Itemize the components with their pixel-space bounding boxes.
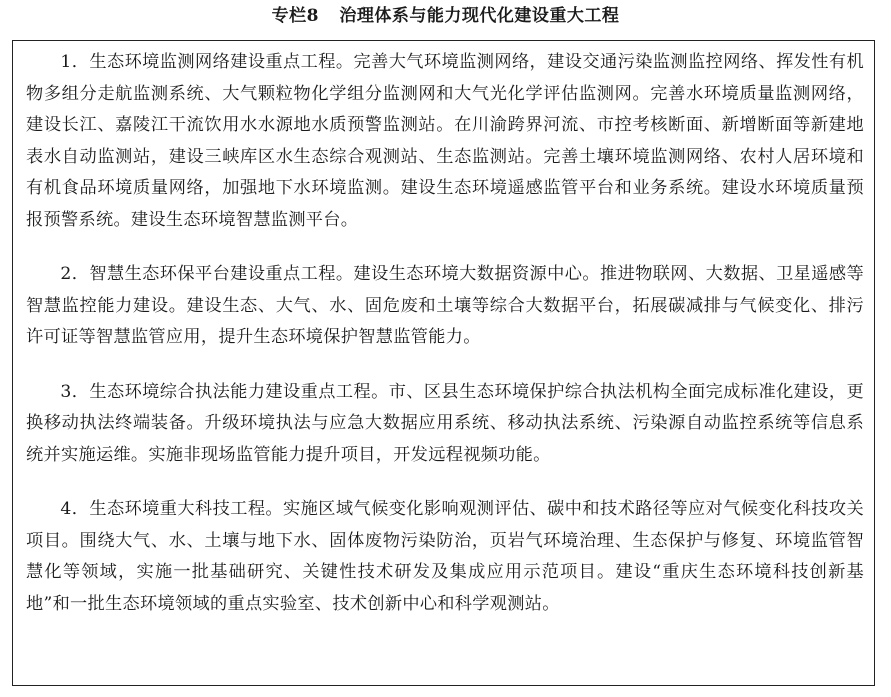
paragraph-science-technology: 4．生态环境重大科技工程。实施区域气候变化影响观测评估、碳中和技术路径等应对气候变化科技攻关项目。围绕大气、水、土壤与地下水、固体废物污染防治，页岩气环境治理、生态保护与修复、环境监管智慧化等领域，实施一批基础研究、关键性技术研发及集成应用示范项目。建设“重庆生态环境科技创新基地”和一批生态环境领域的重点实验室、技术创新中心和科学观测站。 (26, 499, 864, 614)
column-heading: 治理体系与能力现代化建设重大工程 (339, 6, 620, 26)
paragraph-monitoring-network: 1．生态环境监测网络建设重点工程。完善大气环境监测网络，建设交通污染监测监控网络、挥发性有机物多组分走航监测系统、大气颗粒物化学组分监测网和大气光化学评估监测网。完善水环境质量监测网络，建设长江、嘉陵江干流饮用水水源地水质预警监测站。在川渝跨界河流、市控考核断面、新增断面等新建地表水自动监测站，建设三峡库区水生态综合观测站、生态监测站。完善土壤环境监测网络、农村人居环境和有机食品环境质量网络，加强地下水环境监测。建设生态环境遥感监管平台和业务系统。建设水环境质量预报预警系统。建设生态环境智慧监测平台。 (26, 52, 864, 230)
column-label: 专栏8 (271, 6, 319, 26)
paragraph-smart-platform: 2．智慧生态环保平台建设重点工程。建设生态环境大数据资源中心。推进物联网、大数据、卫星遥感等智慧监控能力建设。建设生态、大气、水、固危废和土壤等综合大数据平台，拓展碳减排与气候变化、排污许可证等智慧监管应用，提升生态环境保护智慧监管能力。 (26, 264, 864, 347)
content-box (12, 40, 875, 686)
paragraph-law-enforcement: 3．生态环境综合执法能力建设重点工程。市、区县生态环境保护综合执法机构全面完成标准化建设，更换移动执法终端装备。升级环境执法与应急大数据应用系统、移动执法系统、污染源自动监控系统等信息系统并实施运维。实施非现场监管能力提升项目，开发远程视频功能。 (26, 381, 864, 465)
column-title (0, 4, 891, 28)
